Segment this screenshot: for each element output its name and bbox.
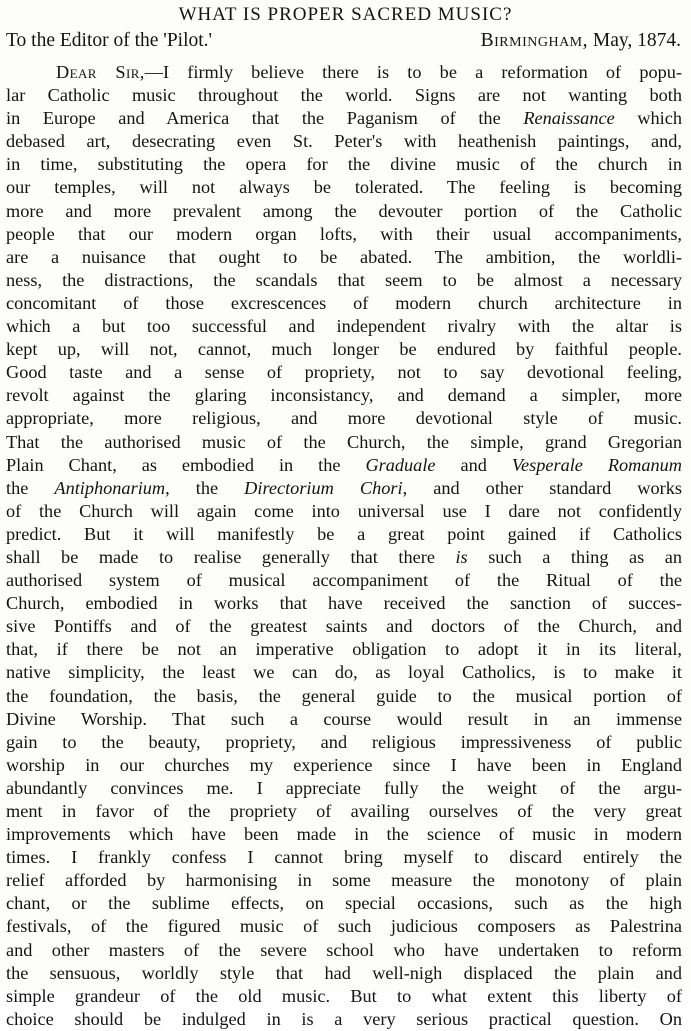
body-line: and other masters of the severe school who have undertaken to reform — [6, 939, 682, 960]
dateline-place: Birmingham, — [480, 30, 589, 51]
addressee: To the Editor of the 'Pilot.' — [6, 30, 213, 51]
body-line: more and more prevalent among the devouter portion of the Catholic — [6, 200, 682, 221]
body-line: of the Church will again come into universal use I dare not confidently — [6, 500, 682, 521]
body-line: choice should be indulged in is a very serious practical question. On — [6, 1008, 682, 1029]
body-line: Good taste and a sense of propriety, not to say devotional feeling, — [6, 362, 682, 383]
body-line: concomitant of those excrescences of modern church architecture in — [6, 292, 682, 313]
body-line: in Europe and America that the Paganism of the Renaissance which — [6, 108, 683, 129]
body-line: worship in our churches my experience since I have been in England — [6, 754, 682, 775]
body-line: predict. But it will manifestly be a great point gained if Catholics — [6, 523, 682, 544]
body-line: debased art, desecrating even St. Peter's with heathenish paintings, and, — [6, 131, 682, 152]
body-line: abundantly convinces me. I appreciate fully the weight of the argu- — [6, 777, 682, 798]
body-line: improvements which have been made in the science of music in modern — [6, 824, 682, 845]
body-line: ment in favor of the propriety of availing ourselves of the very great — [6, 801, 682, 821]
body-line-1-text: —I firmly believe there is to be a reformation of popu- — [144, 62, 682, 82]
body-line: lar Catholic music throughout the world. Signs are not wanting both — [6, 85, 682, 106]
body-line: That the authorised music of the Church, the simple, grand Gregorian — [6, 431, 682, 452]
body-line: gain to the beauty, propriety, and religious impressiveness of public — [6, 731, 682, 752]
body-line: which a but too successful and independent rivalry with the altar is — [6, 316, 682, 337]
salutation: Dear Sir, — [56, 62, 145, 82]
body-line: festivals, of the figured music of such judicious composers as Palestrina — [6, 916, 682, 937]
body-line: Divine Worship. That such a course would result in an immense — [6, 708, 682, 729]
article-body — [6, 61, 682, 1031]
body-line: the sensuous, worldly style that had well-nigh displaced the plain and — [6, 962, 682, 983]
article-headline: WHAT IS PROPER SACRED MUSIC? — [178, 4, 513, 25]
body-line: Plain Chant, as embodied in the Graduale and Vesperale Romanum — [6, 454, 682, 475]
body-line: our temples, will not always be tolerated. The feeling is becoming — [6, 177, 682, 198]
body-line: chant, or the sublime effects, on special occasions, such as the high — [6, 893, 682, 914]
body-line-1 — [6, 61, 682, 84]
body-line: revolt against the glaring inconsistancy, and demand a simpler, more — [6, 385, 682, 406]
body-line: simple grandeur of the old music. But to what extent this liberty of — [6, 985, 682, 1006]
body-line: the Antiphonarium, the Directorium Chori, and other standard works — [6, 477, 682, 498]
body-line: relief afforded by harmonising in some measure the monotony of plain — [6, 870, 682, 891]
body-line: in time, substituting the opera for the divine music of the church in — [6, 154, 682, 175]
dateline-date: May, 1874. — [592, 30, 681, 51]
body-line: that, if there be not an imperative obligation to adopt it in its literal, — [6, 639, 682, 660]
body-line: ness, the distractions, the scandals that seem to be almost a necessary — [6, 269, 682, 290]
body-line: people that our modern organ lofts, with their usual accompaniments, — [6, 223, 682, 244]
body-line: kept up, will not, cannot, much longer be endured by faithful people. — [6, 339, 682, 360]
body-line: appropriate, more religious, and more devotional style of music. — [6, 408, 682, 429]
address-line — [6, 30, 681, 56]
body-line: Church, embodied in works that have received the sanction of succes- — [6, 593, 682, 614]
body-line: sive Pontiffs and of the greatest saints and doctors of the Church, and — [6, 616, 682, 637]
dateline — [481, 30, 681, 52]
body-line: native simplicity, the least we can do, as loyal Catholics, is to make it — [6, 662, 682, 683]
body-line: the foundation, the basis, the general guide to the musical portion of — [6, 685, 682, 706]
body-line: times. I frankly confess I cannot bring myself to discard entirely the — [6, 847, 682, 868]
body-line: shall be made to realise generally that there is such a thing as an — [6, 546, 682, 567]
body-line: authorised system of musical accompaniment of the Ritual of the — [6, 570, 682, 591]
body-line: are a nuisance that ought to be abated. The ambition, the worldli- — [6, 246, 682, 267]
